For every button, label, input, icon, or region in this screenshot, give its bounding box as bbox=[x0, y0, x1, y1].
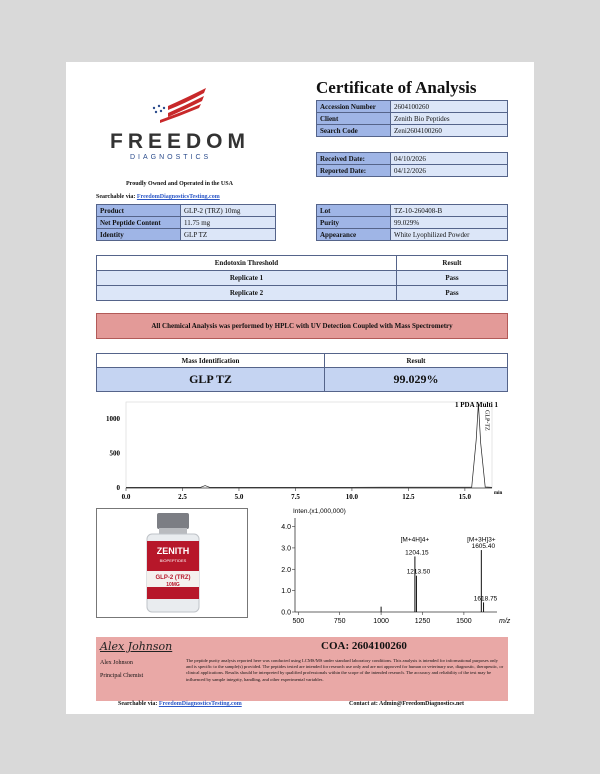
lot-table bbox=[316, 204, 508, 241]
table-header-row bbox=[97, 354, 508, 368]
table-row bbox=[97, 217, 276, 229]
x-tick-label: 750 bbox=[333, 618, 346, 625]
footer-contact: Contact at: Admin@FreedomDiagnostics.net bbox=[349, 701, 464, 707]
peak-label: 1213.50 bbox=[406, 568, 431, 576]
table-row bbox=[317, 229, 508, 241]
table-value: GLP-2 (TRZ) 10mg bbox=[181, 205, 276, 217]
table-key: Net Peptide Content bbox=[97, 217, 181, 229]
x-tick-label: 12.5 bbox=[402, 493, 415, 501]
replicate-result: Pass bbox=[396, 271, 507, 286]
y-axis-label: Inten.(x1,000,000) bbox=[293, 508, 346, 515]
x-tick-label: 7.5 bbox=[291, 493, 300, 501]
table-value: 11.75 mg bbox=[181, 217, 276, 229]
hplc-chromatogram bbox=[96, 394, 508, 506]
x-unit-label: min bbox=[494, 491, 503, 496]
page-title: Certificate of Analysis bbox=[316, 78, 477, 97]
searchable-link[interactable]: FreedomDiagnosticsTesting.com bbox=[136, 194, 220, 200]
table-header-row bbox=[97, 256, 508, 271]
table-value: White Lyophilized Powder bbox=[391, 229, 508, 241]
footer-searchable-link[interactable]: FreedomDiagnosticsTesting.com bbox=[158, 701, 242, 707]
legend-label: 1 PDA Multi 1 bbox=[455, 401, 498, 409]
table-key: Appearance bbox=[317, 229, 391, 241]
y-tick-label: 4.0 bbox=[281, 524, 291, 532]
table-key: Purity bbox=[317, 217, 391, 229]
ion-annotation: [M+3H]3+ bbox=[467, 536, 496, 544]
table-value: Zeni2604100260 bbox=[391, 125, 508, 137]
column-header: Endotoxin Threshold bbox=[97, 256, 397, 271]
table-row bbox=[317, 165, 508, 177]
y-tick-label: 500 bbox=[109, 449, 120, 458]
table-key: Reported Date: bbox=[317, 165, 391, 177]
x-tick-label: 500 bbox=[292, 618, 305, 625]
table-row bbox=[317, 101, 508, 113]
y-tick-label: 2.0 bbox=[281, 566, 291, 574]
table-key: Product bbox=[97, 205, 181, 217]
x-tick-label: 10.0 bbox=[345, 493, 359, 501]
vial-icon bbox=[97, 509, 247, 617]
flag-logo-icon bbox=[146, 86, 208, 124]
table-row bbox=[97, 368, 508, 392]
table-row bbox=[317, 113, 508, 125]
chromatogram-trace bbox=[126, 403, 492, 487]
table-row bbox=[317, 153, 508, 165]
brand-subtitle: DIAGNOSTICS bbox=[130, 154, 212, 161]
table-row bbox=[317, 125, 508, 137]
endotoxin-table bbox=[96, 255, 508, 301]
disclaimer: The peptide purity analysis reported here was conducted using LCMS/MS under standard laboratory conditions. This analysis is intended for informational purposes only and is specific to the sample(s) provided. The peptides tested are intended for research use only and are not approved for human or veterinary use, diagnostic, therapeutic, or clinical applications. Results should be interpreted by qualified professionals within the scope of the intended research. The accuracy and reliability of the test may be influenced by sample integrity, handling, and other experimental variables. bbox=[186, 658, 504, 682]
y-tick-label: 1.0 bbox=[281, 588, 291, 596]
mass-identity: GLP TZ bbox=[97, 368, 325, 392]
table-value: 04/10/2026 bbox=[391, 153, 508, 165]
table-row bbox=[97, 271, 508, 286]
y-tick-label: 3.0 bbox=[281, 545, 291, 553]
accession-table bbox=[316, 100, 508, 137]
mass-result: 99.029% bbox=[324, 368, 507, 392]
vial-brand: ZENITH bbox=[156, 546, 190, 556]
table-value: 04/12/2026 bbox=[391, 165, 508, 177]
owned-statement: Proudly Owned and Operated in the USA bbox=[126, 181, 233, 187]
table-row bbox=[97, 205, 276, 217]
table-key: Lot bbox=[317, 205, 391, 217]
searchable-label: Searchable via: bbox=[96, 194, 137, 200]
x-tick-label: 5.0 bbox=[234, 493, 244, 501]
brand-name: FREEDOM bbox=[110, 130, 250, 153]
ion-annotation: [M+4H]4+ bbox=[400, 536, 430, 544]
table-value: GLP TZ bbox=[181, 229, 276, 241]
chemist-name: Alex Johnson bbox=[100, 660, 133, 666]
dates-table bbox=[316, 152, 508, 177]
table-key: Search Code bbox=[317, 125, 391, 137]
table-key: Accession Number bbox=[317, 101, 391, 113]
peak-label: 1204.15 bbox=[405, 549, 429, 557]
peak-label: 1605.40 bbox=[471, 543, 496, 551]
y-tick-label: 0.0 bbox=[281, 609, 291, 617]
vial-product: GLP-2 (TRZ) bbox=[155, 575, 191, 581]
peak-label: GLP-TZ bbox=[483, 410, 490, 431]
chemist-role: Principal Chemist bbox=[100, 673, 144, 679]
x-tick-label: 1250 bbox=[414, 618, 431, 625]
certificate-sheet bbox=[66, 62, 534, 714]
x-unit-label: m/z bbox=[499, 618, 511, 625]
x-tick-label: 1000 bbox=[373, 618, 389, 625]
table-value: 99.029% bbox=[391, 217, 508, 229]
column-header: Result bbox=[324, 354, 507, 368]
table-key: Client bbox=[317, 113, 391, 125]
searchable-line bbox=[96, 194, 220, 200]
x-tick-label: 15.0 bbox=[458, 493, 472, 501]
y-tick-label: 1000 bbox=[106, 415, 120, 424]
y-tick-label: 0 bbox=[116, 484, 120, 492]
product-photo bbox=[96, 508, 248, 618]
column-header: Result bbox=[396, 256, 507, 271]
table-value: Zenith Bio Peptides bbox=[391, 113, 508, 125]
table-row bbox=[97, 286, 508, 301]
x-tick-label: 1500 bbox=[456, 618, 472, 625]
peak-label: 1618.75 bbox=[473, 595, 498, 603]
table-row bbox=[97, 229, 276, 241]
replicate-name: Replicate 2 bbox=[97, 286, 397, 301]
coa-number: COA: 2604100260 bbox=[321, 640, 407, 652]
x-tick-label: 2.5 bbox=[178, 493, 187, 501]
column-header: Mass Identification bbox=[97, 354, 325, 368]
table-row bbox=[317, 217, 508, 229]
mass-spectrum bbox=[271, 504, 511, 630]
x-tick-label: 0.0 bbox=[121, 493, 131, 501]
table-value: TZ-10-260408-B bbox=[391, 205, 508, 217]
table-key: Received Date: bbox=[317, 153, 391, 165]
table-row bbox=[317, 205, 508, 217]
signature: Alex Johnson bbox=[100, 640, 173, 653]
table-value: 2604100260 bbox=[391, 101, 508, 113]
vial-dose: 10MG bbox=[166, 582, 180, 588]
mass-identification-table bbox=[96, 353, 508, 392]
analysis-method-banner: All Chemical Analysis was performed by HPLC with UV Detection Coupled with Mass Spectrometry bbox=[96, 313, 508, 339]
vial-brand-sub: BIOPEPTIDES bbox=[159, 558, 187, 563]
product-table bbox=[96, 204, 276, 241]
footer-searchable bbox=[118, 701, 242, 707]
footer-searchable-label: Searchable via: bbox=[118, 701, 159, 707]
replicate-result: Pass bbox=[396, 286, 507, 301]
table-key: Identity bbox=[97, 229, 181, 241]
plot-frame bbox=[126, 402, 492, 488]
replicate-name: Replicate 1 bbox=[97, 271, 397, 286]
